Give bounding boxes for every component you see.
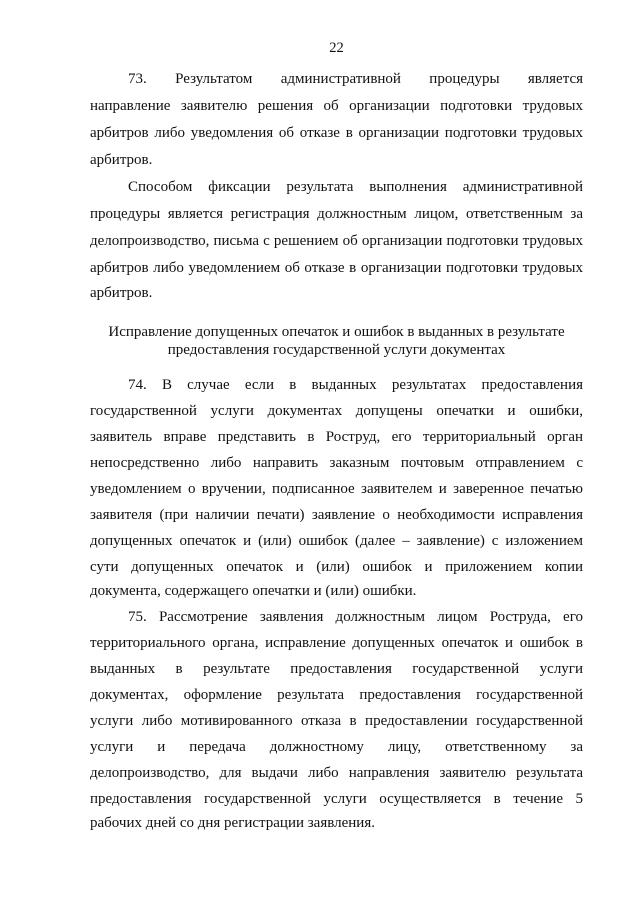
para-74-line-3: заявитель вправе представить в Роструд, его территориальный орган xyxy=(90,429,583,445)
para-74-line-8: сути допущенных опечаток и (или) ошибок и приложением копии xyxy=(90,559,583,575)
para-74-line-1: 74. В случае если в выданных результатах предоставления xyxy=(128,377,583,393)
document-page xyxy=(90,0,583,905)
para-75-line-3: выданных в результате предоставления государственной услуги xyxy=(90,661,583,677)
section-heading-line-1: Исправление допущенных опечаток и ошибок в выданных в результате xyxy=(108,324,565,340)
para-75-line-7: делопроизводство, для выдачи либо направления заявителю результата xyxy=(90,765,583,781)
section-heading-line-2: предоставления государственной услуги документах xyxy=(167,342,506,358)
para-73-line-1: 73. Результатом административной процедуры является xyxy=(128,71,583,87)
para-73b-line-2: процедуры является регистрация должностным лицом, ответственным за xyxy=(90,206,583,222)
para-73b-line-1: Способом фиксации результата выполнения административной xyxy=(128,179,583,195)
para-75-line-6: услуги и передача должностному лицу, ответственному за xyxy=(90,739,583,755)
para-75-line-1: 75. Рассмотрение заявления должностным лицом Роструда, его xyxy=(128,609,583,625)
para-75-line-2: территориального органа, исправление допущенных опечаток и ошибок в xyxy=(90,635,583,651)
para-75-line-5: услуги либо мотивированного отказа в предоставлении государственной xyxy=(90,713,583,729)
para-73-line-2: направление заявителю решения об организации подготовки трудовых xyxy=(90,98,583,114)
para-73b-line-4: арбитров либо уведомлением об отказе в организации подготовки трудовых xyxy=(90,260,583,276)
para-74-line-4: непосредственно либо направить заказным почтовым отправлением с xyxy=(90,455,583,471)
para-73-line-3: арбитров либо уведомления об отказе в организации подготовки трудовых xyxy=(90,125,583,141)
para-74-line-5: уведомлением о вручении, подписанное заявителем и заверенное печатью xyxy=(90,481,583,497)
para-74-line-9: документа, содержащего опечатки и (или) ошибки. xyxy=(90,583,417,599)
para-73-line-4: арбитров. xyxy=(90,152,153,168)
para-73b-line-3: делопроизводство, письма с решением об организации подготовки трудовых xyxy=(90,233,583,249)
para-75-line-4: документах, оформление результата предоставления государственной xyxy=(90,687,583,703)
para-74-line-2: государственной услуги документах допущены опечатки и ошибки, xyxy=(90,403,583,419)
page-number: 22 xyxy=(329,40,344,56)
para-73b-line-5: арбитров. xyxy=(90,285,153,301)
para-75-line-8: предоставления государственной услуги осуществляется в течение 5 xyxy=(90,791,583,807)
para-75-line-9: рабочих дней со дня регистрации заявления. xyxy=(90,815,375,831)
para-74-line-6: заявителя (при наличии печати) заявление о необходимости исправления xyxy=(90,507,583,523)
para-74-line-7: допущенных опечаток и (или) ошибок (далее – заявление) с изложением xyxy=(90,533,583,549)
